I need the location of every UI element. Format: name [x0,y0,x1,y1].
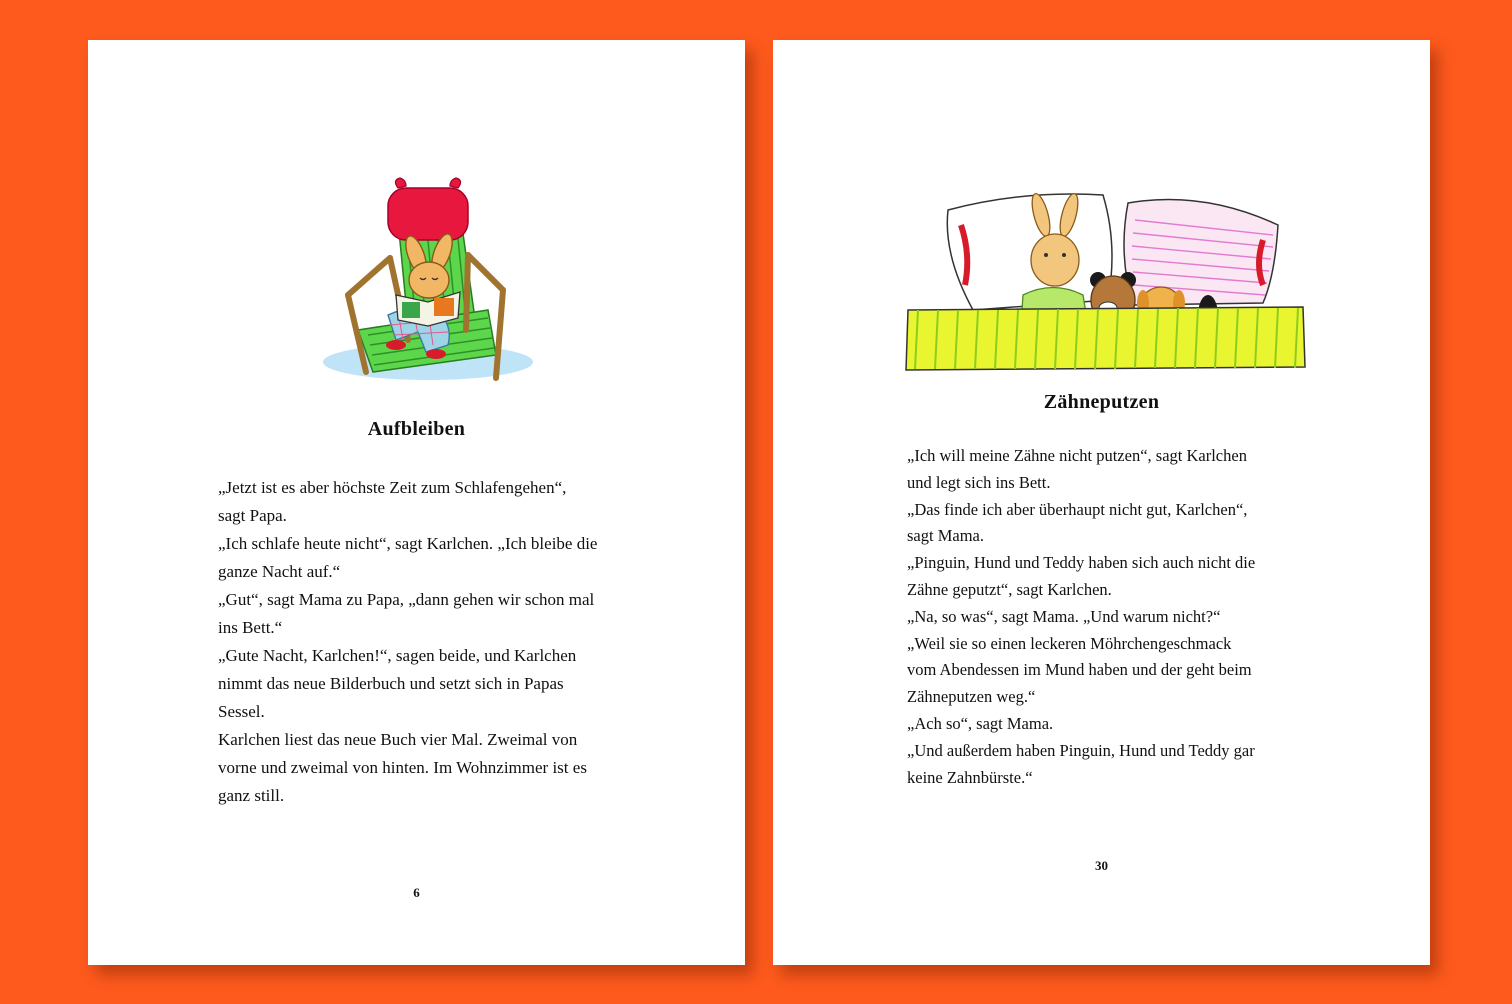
text-line: sagt Mama. [907,526,984,546]
text-line: „Und außerdem haben Pinguin, Hund und Teddy gar [907,740,1255,760]
page-number: 30 [1095,858,1108,873]
chapter-text [907,443,1317,791]
text-line: „Weil sie so einen leckeren Möhrchengeschmack [907,633,1232,653]
text-line: „Gute Nacht, Karlchen!“, sagen beide, und Karlchen [218,646,577,665]
chapter-text [218,474,648,810]
text-line: „Gut“, sagt Mama zu Papa, „dann gehen wir schon mal [218,590,595,609]
page-number: 6 [413,885,420,900]
text-line: ganz still. [218,786,285,805]
text-line: „Na, so was“, sagt Mama. „Und warum nicht?“ [907,606,1221,626]
text-line: ganze Nacht auf.“ [218,562,341,581]
rabbit-reading-in-armchair-icon [318,140,538,385]
text-line: ins Bett.“ [218,618,283,637]
text-line: Sessel. [218,702,265,721]
rabbit-and-toys-in-bed-icon [903,185,1313,375]
chapter-title: Zähneputzen [1043,391,1160,413]
text-line: „Jetzt ist es aber höchste Zeit zum Schlafengehen“, [218,478,567,497]
text-line: Karlchen liest das neue Buch vier Mal. Zweimal von [218,730,578,749]
text-line: Zähneputzen weg.“ [907,687,1036,707]
text-line: Zähne geputzt“, sagt Karlchen. [907,579,1112,599]
text-line: nimmt das neue Bilderbuch und setzt sich in Papas [218,674,564,693]
book-page-left [88,40,745,965]
text-line: keine Zahnbürste.“ [907,767,1033,787]
text-line: „Das finde ich aber überhaupt nicht gut, Karlchen“, [907,499,1248,519]
text-line: „Ich will meine Zähne nicht putzen“, sagt Karlchen [907,446,1247,465]
text-line: „Pinguin, Hund und Teddy haben sich auch nicht die [907,553,1256,573]
text-line: vorne und zweimal von hinten. Im Wohnzimmer ist es [218,758,587,777]
chapter-title: Aufbleiben [367,418,466,440]
text-line: „Ich schlafe heute nicht“, sagt Karlchen. „Ich bleibe die [218,534,598,553]
text-line: sagt Papa. [218,506,287,525]
book-page-right [773,40,1430,965]
text-line: vom Abendessen im Mund haben und der geht beim [907,660,1252,680]
text-line: und legt sich ins Bett. [907,472,1051,492]
text-line: „Ach so“, sagt Mama. [907,713,1054,733]
